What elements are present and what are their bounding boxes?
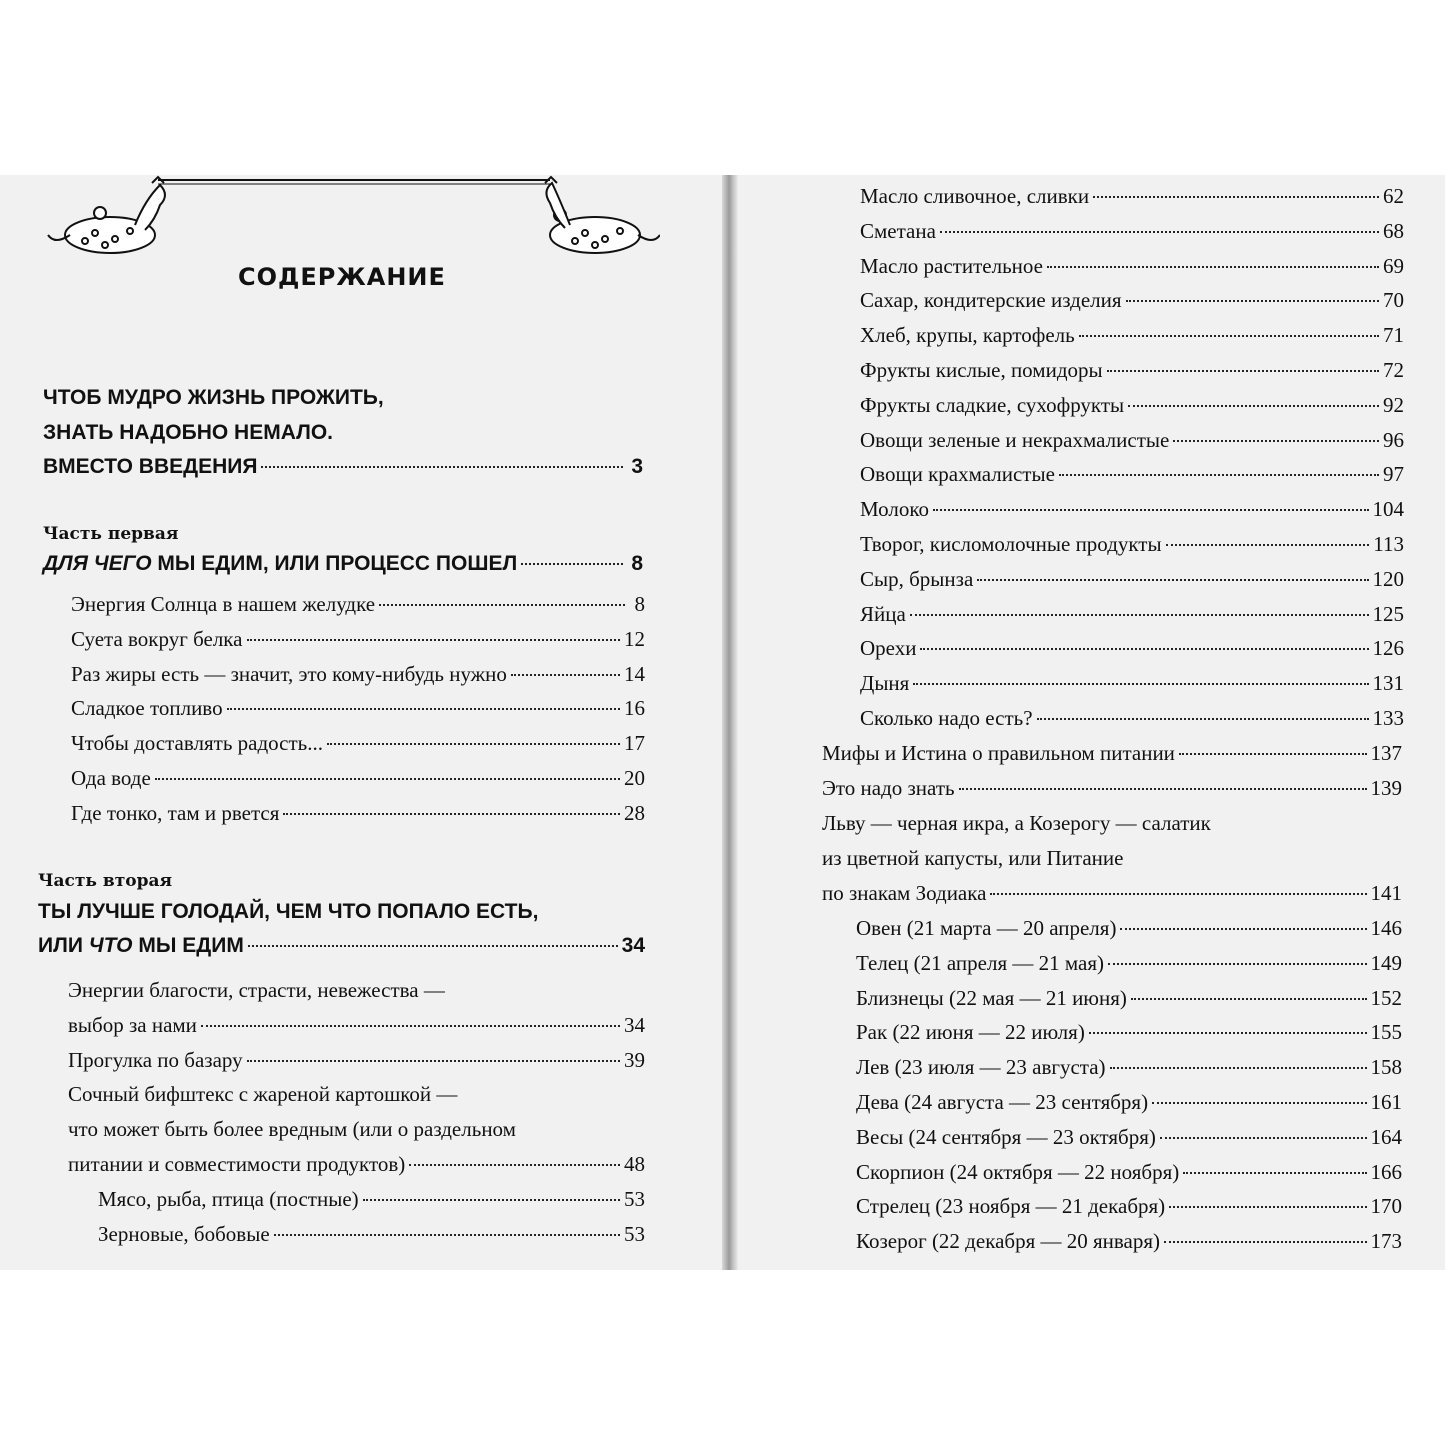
dot-leader [1126, 299, 1379, 302]
page-number: 16 [624, 696, 645, 721]
page-number: 17 [624, 731, 645, 756]
toc-entry[interactable]: Масло сливочное, сливки 62 [860, 179, 1404, 214]
toc-entry[interactable]: Орехи 126 [860, 631, 1404, 666]
toc-entry[interactable]: Рак (22 июня — 22 июля) 155 [856, 1015, 1402, 1050]
dot-leader [1164, 1240, 1367, 1243]
dot-leader [327, 742, 620, 745]
left-page [0, 175, 722, 1270]
page-number: 3 [631, 455, 643, 478]
page-number: 149 [1370, 950, 1402, 975]
page-number: 62 [1383, 184, 1404, 208]
toc-entry[interactable]: Сахар, кондитерские изделия 70 [860, 283, 1404, 318]
toc-entry[interactable]: Где тонко, там и рвется 28 [71, 796, 645, 831]
toc-entry-line: Энергии благости, страсти, невежества — [68, 978, 445, 1002]
dot-leader [1131, 997, 1367, 1000]
dot-leader [910, 613, 1369, 616]
part-two [38, 868, 658, 964]
dot-leader [1173, 439, 1379, 442]
zodiac-intro [822, 806, 1402, 910]
dot-leader [1179, 752, 1367, 755]
toc-entry-line: Сочный бифштекс с жареной картошкой — [68, 1082, 458, 1107]
part-heading-line: ТЫ ЛУЧШЕ ГОЛОДАЙ, ЧЕМ ЧТО ПОПАЛО ЕСТЬ, [38, 900, 539, 923]
zodiac-list [856, 911, 1402, 1259]
toc-title: СОДЕРЖАНИЕ [238, 263, 446, 291]
page-number: 69 [1383, 253, 1404, 278]
part-one-list [71, 587, 645, 831]
page-number: 53 [624, 1221, 645, 1246]
dot-leader [1110, 1066, 1367, 1069]
toc-entry[interactable]: Мифы и Истина о правильном питании 137 [822, 736, 1402, 771]
page-number: 155 [1370, 1020, 1402, 1045]
toc-entry-line: что может быть более вредным (или о раздельном [68, 1117, 516, 1142]
dot-leader [913, 682, 1368, 685]
dot-leader [1169, 1205, 1366, 1208]
part-heading[interactable]: ДЛЯ ЧЕГО МЫ ЕДИМ, ИЛИ ПРОЦЕСС ПОШЕЛ 8 [43, 547, 643, 582]
toc-entry[interactable]: Прогулка по базару 39 [68, 1043, 645, 1078]
dot-leader [1089, 1031, 1367, 1034]
right-sublist [860, 179, 1404, 736]
toc-entry-line: из цветной капусты, или Питание [822, 845, 1124, 870]
toc-entry[interactable]: Овощи зеленые и некрахмалистые 96 [860, 423, 1404, 458]
dot-leader [511, 673, 620, 676]
dot-leader [1047, 265, 1379, 268]
toc-entry[interactable]: Творог, кисломолочные продукты 113 [860, 527, 1404, 562]
toc-entry[interactable]: по знакам Зодиака 141 [822, 876, 1402, 911]
part-one [43, 521, 663, 582]
toc-entry[interactable]: Скорпион (24 октября — 22 ноября) 166 [856, 1155, 1402, 1190]
part-heading[interactable]: ИЛИ ЧТО МЫ ЕДИМ 34 [38, 929, 645, 964]
page-number: 126 [1372, 636, 1404, 661]
page-number: 34 [621, 934, 645, 957]
toc-entry[interactable]: Весы (24 сентября — 23 октября) 164 [856, 1120, 1402, 1155]
page-number: 92 [1383, 392, 1404, 417]
toc-entry[interactable]: Хлеб, крупы, картофель 71 [860, 318, 1404, 353]
page-number: 170 [1370, 1194, 1402, 1219]
dot-leader [227, 707, 620, 710]
toc-entry[interactable]: Суета вокруг белка 12 [71, 622, 645, 657]
right-figure-icon [545, 177, 660, 253]
page-number: 20 [624, 765, 645, 790]
page-number: 96 [1383, 427, 1404, 452]
toc-entry[interactable]: Молоко 104 [860, 492, 1404, 527]
toc-entry[interactable]: Козерог (22 декабря — 20 января) 173 [856, 1224, 1402, 1259]
page-number: 120 [1372, 566, 1404, 591]
dot-leader [977, 578, 1368, 581]
dot-leader [283, 812, 620, 815]
page-number: 173 [1370, 1229, 1402, 1254]
dot-leader [247, 638, 620, 641]
dot-leader [1059, 473, 1379, 476]
toc-entry[interactable]: Ода воде 20 [71, 761, 645, 796]
page-number: 70 [1383, 288, 1404, 313]
part-label: Часть вторая [38, 871, 173, 891]
page-number: 14 [624, 661, 645, 686]
toc-entry[interactable]: Лев (23 июля — 23 августа) 158 [856, 1050, 1402, 1085]
dot-leader [1183, 1171, 1366, 1174]
intro-heading-line: ЧТОБ МУДРО ЖИЗНЬ ПРОЖИТЬ, [43, 386, 384, 409]
dot-leader [261, 465, 623, 468]
page-number: 97 [1383, 462, 1404, 487]
dot-leader [920, 647, 1368, 650]
page-number: 152 [1370, 985, 1402, 1010]
page-number: 28 [624, 800, 645, 825]
dot-leader [1079, 334, 1379, 337]
dot-leader [1037, 717, 1369, 720]
toc-entry[interactable]: Зерновые, бобовые 53 [98, 1217, 645, 1252]
dot-leader [959, 787, 1367, 790]
toc-entry[interactable]: Это надо знать 139 [822, 771, 1402, 806]
right-page [738, 175, 1445, 1270]
dot-leader [201, 1024, 620, 1027]
toc-entry[interactable]: Овен (21 марта — 20 апреля) 146 [856, 911, 1402, 946]
toc-entry[interactable]: Чтобы доставлять радость... 17 [71, 726, 645, 761]
dot-leader [1152, 1101, 1366, 1104]
page-number: 104 [1372, 497, 1404, 522]
dot-leader [990, 892, 1366, 895]
toc-entry[interactable]: Сладкое топливо 16 [71, 691, 645, 726]
toc-entry[interactable]: Раз жиры есть — значит, это кому-нибудь нужно 14 [71, 657, 645, 692]
toc-entry[interactable]: Овощи крахмалистые 97 [860, 457, 1404, 492]
toc-entry[interactable]: Энергия Солнца в нашем желудке 8 [71, 587, 645, 622]
toc-entry[interactable]: Яйца 125 [860, 597, 1404, 632]
intro-heading-line: ЗНАТЬ НАДОБНО НЕМАЛО. [43, 421, 334, 444]
page-number: 131 [1372, 671, 1404, 696]
intro-section [43, 380, 643, 485]
toc-entry[interactable]: Масло растительное 69 [860, 249, 1404, 284]
page-number: 164 [1370, 1124, 1402, 1149]
toc-entry[interactable]: Сметана 68 [860, 214, 1404, 249]
toc-entry[interactable]: Дыня 131 [860, 666, 1404, 701]
page-number: 68 [1383, 218, 1404, 243]
part-label: Часть первая [43, 524, 179, 544]
toc-entry[interactable]: выбор за нами 34 [68, 1008, 645, 1043]
part-two-sublist [98, 1182, 645, 1252]
page-number: 71 [1383, 323, 1404, 348]
page-number: 12 [624, 626, 645, 651]
right-main-list [822, 736, 1402, 806]
page-number: 137 [1370, 741, 1402, 765]
dot-leader [1093, 195, 1379, 198]
toc-entry[interactable]: Телец (21 апреля — 21 мая) 149 [856, 946, 1402, 981]
page-number: 133 [1372, 705, 1404, 730]
page-number: 8 [634, 592, 645, 616]
page-number: 141 [1370, 880, 1402, 905]
page-number: 158 [1370, 1055, 1402, 1080]
page-number: 166 [1370, 1159, 1402, 1184]
page-number: 34 [624, 1012, 645, 1037]
toc-entry[interactable]: ВМЕСТО ВВЕДЕНИЯ 3 [43, 450, 643, 485]
toc-entry[interactable]: Близнецы (22 мая — 21 июня) 152 [856, 981, 1402, 1016]
toc-entry[interactable]: Сколько надо есть? 133 [860, 701, 1404, 736]
dot-leader [933, 508, 1369, 511]
page-number: 161 [1370, 1089, 1402, 1114]
dot-leader [363, 1198, 620, 1201]
page-number: 72 [1383, 357, 1404, 382]
toc-entry[interactable]: Сыр, брынза 120 [860, 562, 1404, 597]
book-spread [0, 175, 1445, 1270]
toc-entry[interactable]: Стрелец (23 ноября — 21 декабря) 170 [856, 1189, 1402, 1224]
dot-leader [1160, 1136, 1367, 1139]
page-number: 8 [631, 552, 643, 575]
page-number: 39 [624, 1047, 645, 1072]
dot-leader [379, 603, 625, 606]
dot-leader [940, 230, 1379, 233]
page-number: 146 [1370, 916, 1402, 940]
left-figure-icon [48, 177, 165, 253]
dot-leader [155, 777, 620, 780]
dot-leader [248, 944, 618, 947]
dot-leader [1107, 369, 1379, 372]
toc-entry[interactable]: Фрукты сладкие, сухофрукты 92 [860, 388, 1404, 423]
page-number: 125 [1372, 601, 1404, 626]
toc-entry[interactable]: питании и совместимости продуктов) 48 [68, 1147, 645, 1182]
dot-leader [521, 562, 623, 565]
dot-leader [1166, 543, 1370, 546]
dot-leader [1108, 962, 1367, 965]
toc-entry-line: Льву — черная икра, а Козерогу — салатик [822, 811, 1211, 835]
dot-leader [274, 1233, 620, 1236]
page-number: 53 [624, 1187, 645, 1211]
header-ornament-illustration [40, 175, 660, 260]
dot-leader [1120, 927, 1366, 930]
page-number: 139 [1370, 775, 1402, 800]
toc-entry[interactable]: Дева (24 августа — 23 сентября) 161 [856, 1085, 1402, 1120]
dot-leader [409, 1163, 620, 1166]
dot-leader [247, 1059, 620, 1062]
toc-entry[interactable]: Фрукты кислые, помидоры 72 [860, 353, 1404, 388]
page-number: 48 [624, 1151, 645, 1176]
page-number: 113 [1373, 531, 1404, 556]
dot-leader [1128, 404, 1379, 407]
part-two-list [68, 973, 645, 1182]
toc-entry[interactable]: Мясо, рыба, птица (постные) 53 [98, 1182, 645, 1217]
book-gutter [722, 175, 738, 1270]
